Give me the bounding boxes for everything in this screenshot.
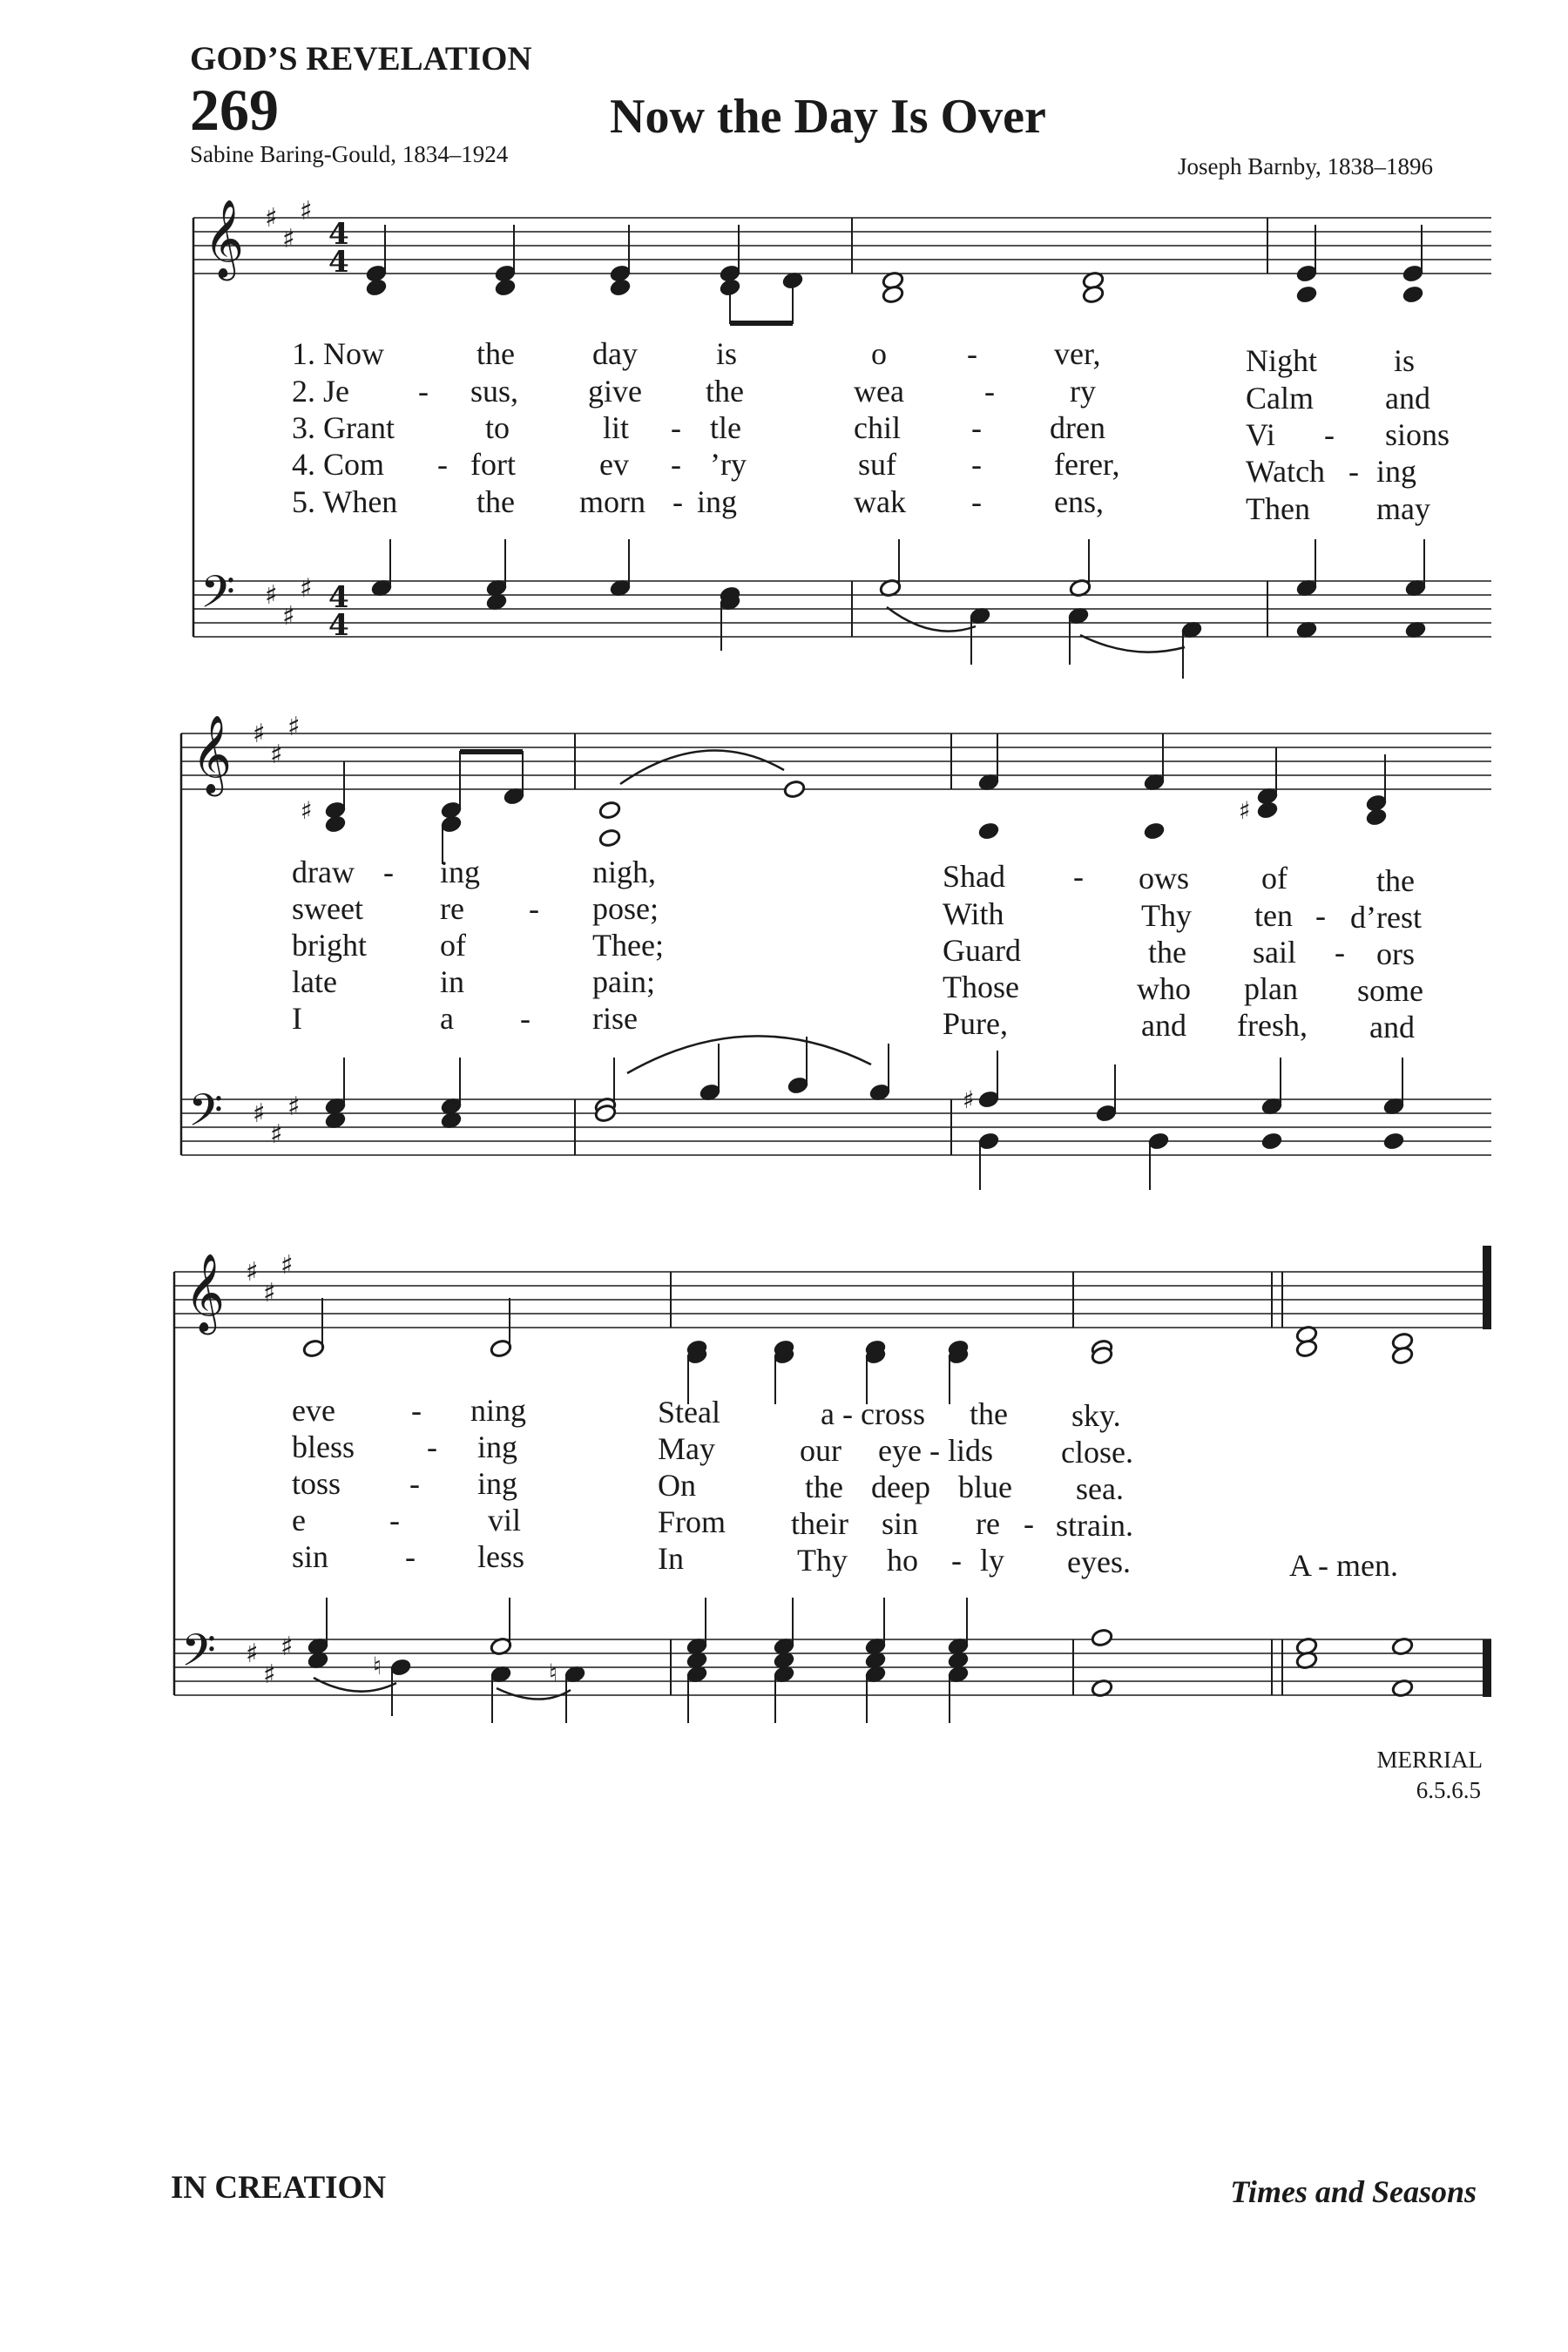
lyric-line: of [1261,861,1288,896]
half-note-head [783,780,806,800]
lyric-line: who [1137,971,1191,1006]
final-barline [1483,1639,1491,1697]
natural-icon: ♮ [549,1659,558,1687]
lyric-line: - [671,410,681,445]
lyric-line: - [984,374,995,409]
lyric-line: - [437,447,448,482]
lyric-line: o [871,336,887,371]
beam [460,749,523,754]
slur [887,607,976,632]
lyric-line: sail [1253,935,1296,970]
note-head [365,278,388,298]
lyric-line: Vi [1246,417,1275,452]
lyric-line: ry [1070,374,1096,409]
lyric-line: strain. [1056,1508,1133,1543]
lyric-line: - [971,410,982,445]
time-signature-top: 4 [328,217,349,252]
lyric-line: nigh, [592,855,657,889]
sharp-icon: ♯ [265,580,278,611]
lyric-line: bless [292,1429,355,1464]
lyric-line: ten [1254,898,1293,933]
lyric-line: d’rest [1350,900,1422,935]
lyric-line: Calm [1246,381,1314,416]
lyric-line: blue [958,1470,1012,1504]
lyric-line: ev [599,447,629,482]
lyric-line: of [440,928,466,963]
lyric-line: - [383,855,394,889]
lyric-line: sea. [1076,1471,1124,1506]
sharp-icon: ♯ [280,1632,294,1662]
lyric-line: plan [1244,971,1298,1006]
lyric-line: tle [710,410,741,445]
bass-clef-icon: 𝄢 [188,1084,223,1147]
lyric-line: 2. Je [292,374,349,409]
lyric-line: vil [488,1503,522,1538]
hymn-number: 269 [190,77,279,143]
footer-category: IN CREATION [171,2170,387,2206]
sharp-icon: ♯ [287,1092,301,1122]
lyric-line: re [976,1506,1000,1541]
lyric-line: bright [292,928,367,963]
lyric-line: the [476,336,515,371]
lyric-line: sweet [292,891,363,926]
lyric-line: Thy [1141,898,1192,933]
note-head [1143,821,1166,841]
lyric-line: the [805,1470,843,1504]
sharp-icon: ♯ [301,796,313,825]
lyric-line: eve [292,1393,335,1428]
lyric-line: ows [1139,861,1190,896]
lyric-line: the [1148,935,1186,970]
lyric-line: day [592,336,638,371]
sharp-icon: ♯ [270,1119,283,1150]
lyric-line: give [588,374,642,409]
lyric-line: - [1324,417,1335,452]
lyric-line: Steal [658,1395,720,1429]
lyric-line: - [1348,454,1359,489]
lyric-line: is [1394,343,1416,378]
lyric-line: - [529,891,539,926]
lyric-line: wea [854,374,904,409]
lyric-line: Guard [943,933,1021,968]
lyric-line: ing [477,1466,518,1501]
sharp-icon: ♯ [263,1659,276,1690]
lyric-line: ors [1376,936,1415,971]
sharp-icon: ♯ [265,203,278,233]
lyric-line: - [971,447,982,482]
lyric-line: - [671,447,681,482]
treble-clef-icon: 𝄞 [192,715,233,794]
lyric-line: Thy [797,1543,848,1578]
sharp-icon: ♯ [253,1098,266,1129]
lyric-line: late [292,964,337,999]
lyric-line: With [943,896,1004,931]
lyric-line: - [951,1543,962,1578]
lyric-line: in [440,964,465,999]
lyric-line: ing [440,855,481,889]
lyric-line: Pure, [943,1006,1008,1041]
lyric-line: - [1024,1506,1034,1541]
lyric-line: - [389,1503,400,1538]
note-head [494,278,517,298]
words-credit: Sabine Baring-Gould, 1834–1924 [190,141,509,167]
lyric-line: Shad [943,859,1005,894]
time-signature-bottom: 4 [328,608,349,643]
half-note-head [598,801,621,821]
lyric-line: - [427,1429,437,1464]
lyric-line: Then [1246,491,1310,526]
lyric-line: ens, [1054,484,1104,519]
lyric-line: the [476,484,515,519]
lyric-line: the [706,374,744,409]
lyric-line: In [658,1541,684,1576]
lyric-line: ho [887,1543,918,1578]
lyric-line: sus, [470,374,519,409]
sharp-icon: ♯ [300,196,313,226]
time-signature-bottom: 4 [328,245,349,280]
lyric-line: On [658,1468,696,1503]
note-head [324,814,347,835]
slur [1080,635,1185,652]
slur [627,1036,871,1073]
lyric-line: some [1357,973,1423,1008]
sharp-icon: ♯ [246,1639,259,1669]
sharp-icon: ♯ [246,1257,259,1288]
final-barline [1483,1246,1491,1329]
lyric-line: morn [579,484,645,519]
natural-icon: ♮ [373,1652,382,1680]
lyric-line: close. [1061,1435,1133,1470]
note-head [1382,1132,1405,1152]
lyric-line: - [967,336,977,371]
lyric-line: - [405,1539,416,1574]
lyric-line: ver, [1054,336,1101,371]
lyric-line: - [1315,898,1326,933]
treble-clef-icon: 𝄞 [204,199,245,278]
lyric-line: ing [697,484,738,519]
lyric-line: - [672,484,683,519]
lyric-line: to [485,410,510,445]
lyric-line: eye - lids [878,1433,993,1468]
lyric-line: Thee; [592,928,664,963]
lyric-line: draw [292,855,355,889]
note-head [1260,1132,1283,1152]
lyric-line: eyes. [1067,1544,1131,1579]
lyric-line: the [1376,863,1415,898]
sharp-icon: ♯ [1239,796,1251,825]
lyric-line: a - cross [821,1396,925,1431]
lyric-line: and [1385,381,1430,416]
note-head [1365,808,1388,828]
lyric-line: 3. Grant [292,410,395,445]
note-head [1295,285,1318,305]
lyric-line: less [477,1539,524,1574]
lyric-line: deep [871,1470,930,1504]
lyric-line: and [1141,1008,1186,1043]
sharp-icon: ♯ [287,712,301,742]
lyric-line: ly [980,1543,1005,1578]
lyric-line: Watch [1246,454,1326,489]
lyric-line: - [409,1466,420,1501]
note-head [1256,801,1279,821]
lyric-line: a [440,1001,454,1036]
lyric-line: fort [470,447,516,482]
lyric-line: 4. Com [292,447,385,482]
lyric-line: is [716,336,738,371]
lyric-line: - [971,484,982,519]
lyric-line: and [1369,1010,1415,1044]
lyric-line: - [411,1393,422,1428]
lyric-line: e [292,1503,306,1538]
lyric-line: - [1335,935,1345,970]
sharp-icon: ♯ [280,1250,294,1281]
lyric-line: sky. [1071,1398,1121,1433]
lyric-line: From [658,1504,727,1539]
lyric-line: ferer, [1054,447,1120,482]
bass-clef-icon: 𝄢 [200,565,235,629]
slur [497,1688,571,1700]
lyric-line: may [1376,491,1430,526]
tie [620,750,784,784]
half-note-head [598,828,621,848]
lyric-line: sions [1385,417,1450,452]
treble-clef-icon: 𝄞 [185,1254,226,1332]
lyric-line: suf [858,447,896,482]
lyric-line: pain; [592,964,655,999]
lyric-line: sin [292,1539,329,1574]
half-note-head [1091,1628,1113,1648]
lyric-line: lit [603,410,630,445]
lyric-line: Those [943,970,1019,1004]
tune-meter: 6.5.6.5 [1416,1777,1481,1803]
sharp-icon: ♯ [963,1085,975,1114]
sharp-icon: ♯ [300,573,313,604]
lyric-line: May [658,1431,715,1466]
time-signature-top: 4 [328,580,349,615]
lyric-line: I [292,1001,302,1036]
lyric-line: dren [1050,410,1105,445]
half-note-head [1391,1346,1414,1366]
hymn-title: Now the Day Is Over [610,90,1046,144]
slur [314,1678,396,1692]
lyric-line: - [1073,859,1084,894]
lyric-line: - [520,1001,531,1036]
lyric-line: sin [882,1506,919,1541]
note-head [1402,285,1424,305]
lyric-line: pose; [592,891,659,926]
lyric-line: ing [477,1429,518,1464]
lyric-line: A - men. [1289,1548,1398,1583]
half-note-head [1082,285,1105,305]
half-note-head [882,285,904,305]
bass-clef-icon: 𝄢 [181,1624,216,1687]
lyric-line: 1. Now [292,336,384,371]
beam [730,321,793,326]
sharp-icon: ♯ [270,740,283,770]
lyric-line: our [800,1433,841,1468]
note-head [977,821,1000,841]
lyric-line: toss [292,1466,341,1501]
lyric-line: their [791,1506,848,1541]
lyric-line: fresh, [1237,1008,1308,1043]
lyric-line: Night [1246,343,1318,378]
lyric-line: - [418,374,429,409]
lyric-line: rise [592,1001,638,1036]
sharp-icon: ♯ [282,601,295,632]
section-heading: GOD’S REVELATION [190,40,532,78]
tune-name: MERRIAL [1376,1747,1483,1773]
note-head [609,278,632,298]
sharp-icon: ♯ [253,719,266,749]
lyric-line: ning [470,1393,527,1428]
lyric-line: chil [854,410,901,445]
lyric-line: 5. When [292,484,398,519]
lyric-line: re [440,891,464,926]
lyric-line: the [970,1396,1008,1431]
half-note-head [1295,1339,1318,1359]
footer-topic: Times and Seasons [1230,2174,1477,2209]
sharp-icon: ♯ [282,224,295,254]
lyric-line: wak [854,484,906,519]
lyric-line: ing [1376,454,1417,489]
music-credit: Joseph Barnby, 1838–1896 [1178,153,1433,179]
sharp-icon: ♯ [263,1278,276,1308]
lyric-line: ’ry [710,447,747,482]
